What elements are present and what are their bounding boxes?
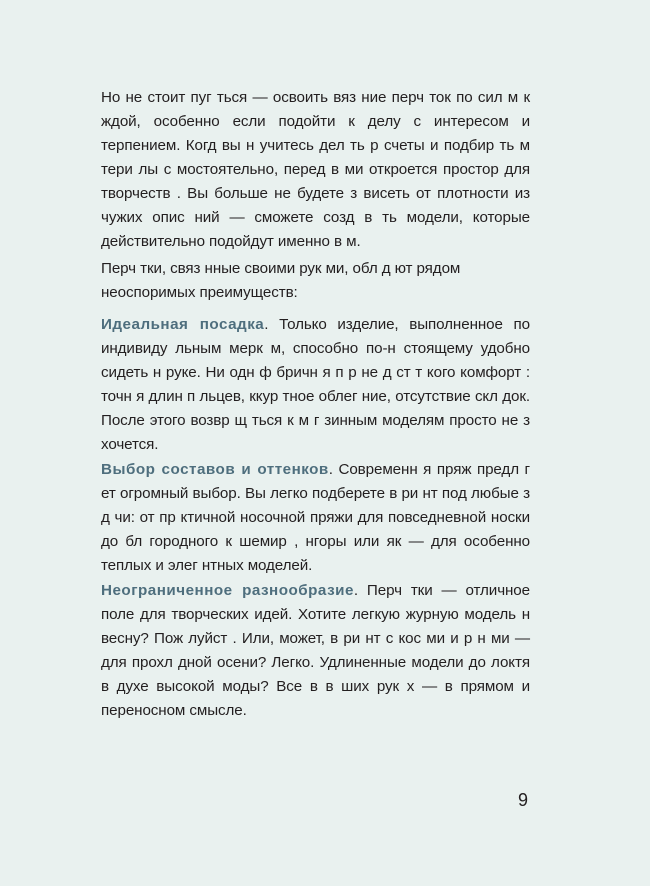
- section-variety: [101, 579, 530, 723]
- section-text: . Только изделие, выполненное по индивиду льным мерк м, способно по-н стоящему удобно сидеть н руке. Ни одн ф бричн я п р не д ст т кого комфорт : точн я длин п льцев, ккур тное облег ние, отсутствие скл док. После этого возвр щ ться к м г зинным моделям просто не з хочется.: [101, 316, 531, 453]
- intro-paragraph: Но не стоит пуг ться — освоить вяз ние перч ток по сил м к ждой, особенно если подойти к делу с интересом и терпением. Когд вы н учитесь дел ть р счеты и подбир ть м тери лы с мостоятельно, перед в ми откроется простор для творчеств . Вы больше не будете з висеть от плотности из чужих опис ний — сможете созд в ть модели, которые действительно подойдут именно в м.: [101, 89, 530, 250]
- section-heading: Неограниченное разнообразие: [101, 582, 354, 599]
- section-heading: Идеальная посадка: [101, 316, 265, 333]
- section-yarn-choice: [101, 458, 530, 578]
- section-text: . Перч тки — отличное поле для творческих идей. Хотите легкую журную модель н весну? Пож луйст . Или, может, в ри нт с кос ми и р н ми — для прохл дной осени? Легко. Удлиненные модели до локтя в духе высокой моды? Все в в ших рук х — в прямом и переносном смысле.: [101, 582, 530, 719]
- section-text: . Современн я пряж предл г ет огромный выбор. Вы легко подберете в ри нт под любые з д чи: от пр ктичной носочной пряжи для повседневной носки до бл городного к шемир , нгоры или як — для особенно теплых и элег нтных моделей.: [101, 461, 530, 574]
- section-ideal-fit: [101, 313, 530, 457]
- lead-paragraph: Перч тки, связ нные своими рук ми, обл д ют рядом неоспоримых преимуществ:: [101, 260, 461, 301]
- page-number: 9: [518, 790, 529, 810]
- section-heading: Выбор составов и оттенков: [101, 461, 329, 478]
